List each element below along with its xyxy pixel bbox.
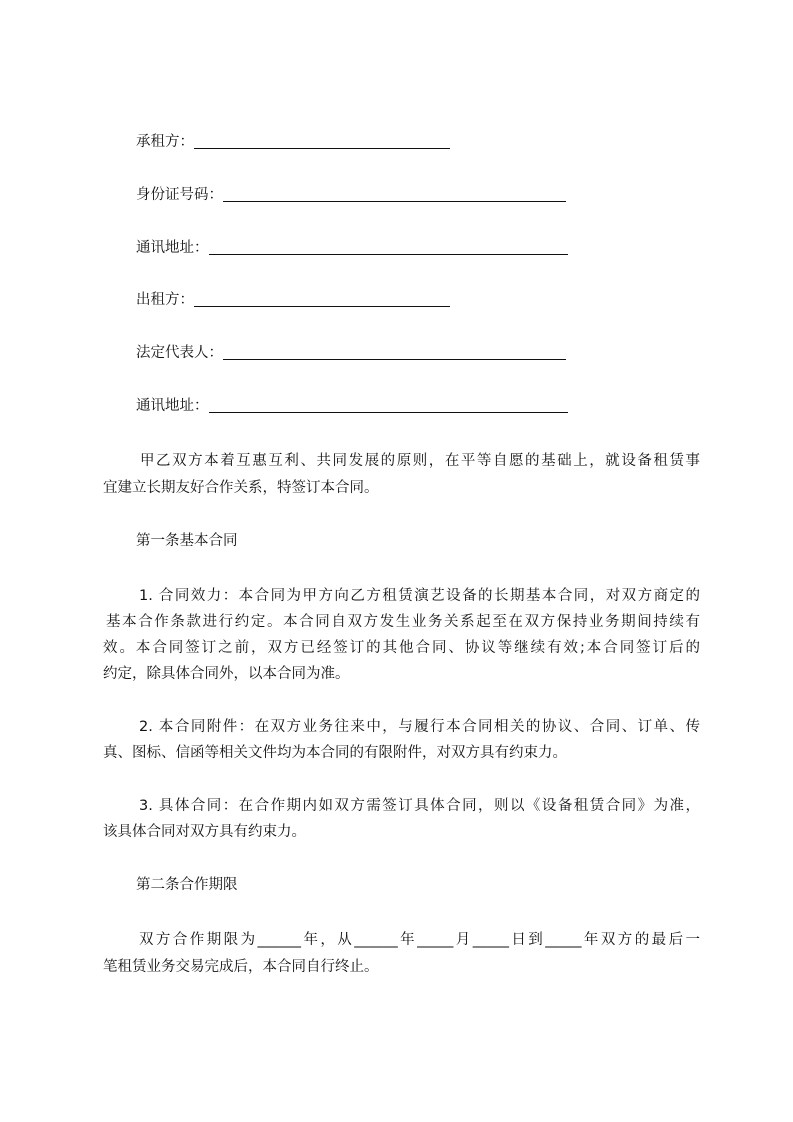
article2-title: 第二条合作期限 [136,877,238,893]
field-label: 承租方： [136,134,194,150]
id-number-blank[interactable] [223,187,566,202]
id-number-field [136,185,566,205]
article1-item1-line: 1. 合同效力：本合同为甲方向乙方租赁演艺设备的长期基本合同，对双方商定的 [139,588,700,604]
field-label: 身份证号码： [136,187,223,203]
legal-rep-field [136,343,566,363]
article1-item3-line: 3. 具体合同：在合作期内如双方需签订具体合同，则以《设备租赁合同》为准， [139,798,700,814]
lessor-address-blank[interactable] [209,398,568,413]
intro-line: 宜建立长期友好合作关系，特签订本合同。 [103,480,379,496]
article1-item1-line: 基本合作条款进行约定。本合同自双方发生业务关系起至在双方保持业务期间持续有 [106,614,700,630]
article1-item1-line: 约定，除具体合同外，以本合同为准。 [103,666,350,682]
article2-body-line: 笔租赁业务交易完成后，本合同自行终止。 [103,959,379,975]
article1-item2-line: 真、图标、信函等相关文件均为本合同的有限附件，对双方具有约束力。 [103,745,567,761]
article2-body-line: 双方合作期限为______年，从______年_____月_____日到_____年双方的最后一 [139,932,700,948]
lessee-field [136,132,450,152]
legal-rep-blank[interactable] [223,345,566,360]
field-label: 通讯地址： [136,240,209,256]
intro-line: 甲乙双方本着互惠互利、共同发展的原则，在平等自愿的基础上，就设备租赁事 [140,453,700,469]
field-label: 通讯地址： [136,398,209,414]
article1-item2-line: 2. 本合同附件：在双方业务往来中，与履行本合同相关的协议、合同、订单、传 [139,719,700,735]
lessor-blank[interactable] [194,292,450,307]
lessee-address-blank[interactable] [209,240,568,255]
article1-item3-line: 该具体合同对双方具有约束力。 [103,824,306,840]
lessor-field [136,290,450,310]
article1-title: 第一条基本合同 [136,533,238,549]
lessee-address-field [136,238,568,258]
lessor-address-field [136,396,568,416]
article1-item1-line: 效。本合同签订之前，双方已经签订的其他合同、协议等继续有效;本合同签订后的 [103,640,700,656]
field-label: 出租方： [136,292,194,308]
lessee-blank[interactable] [194,134,450,149]
field-label: 法定代表人： [136,345,223,361]
